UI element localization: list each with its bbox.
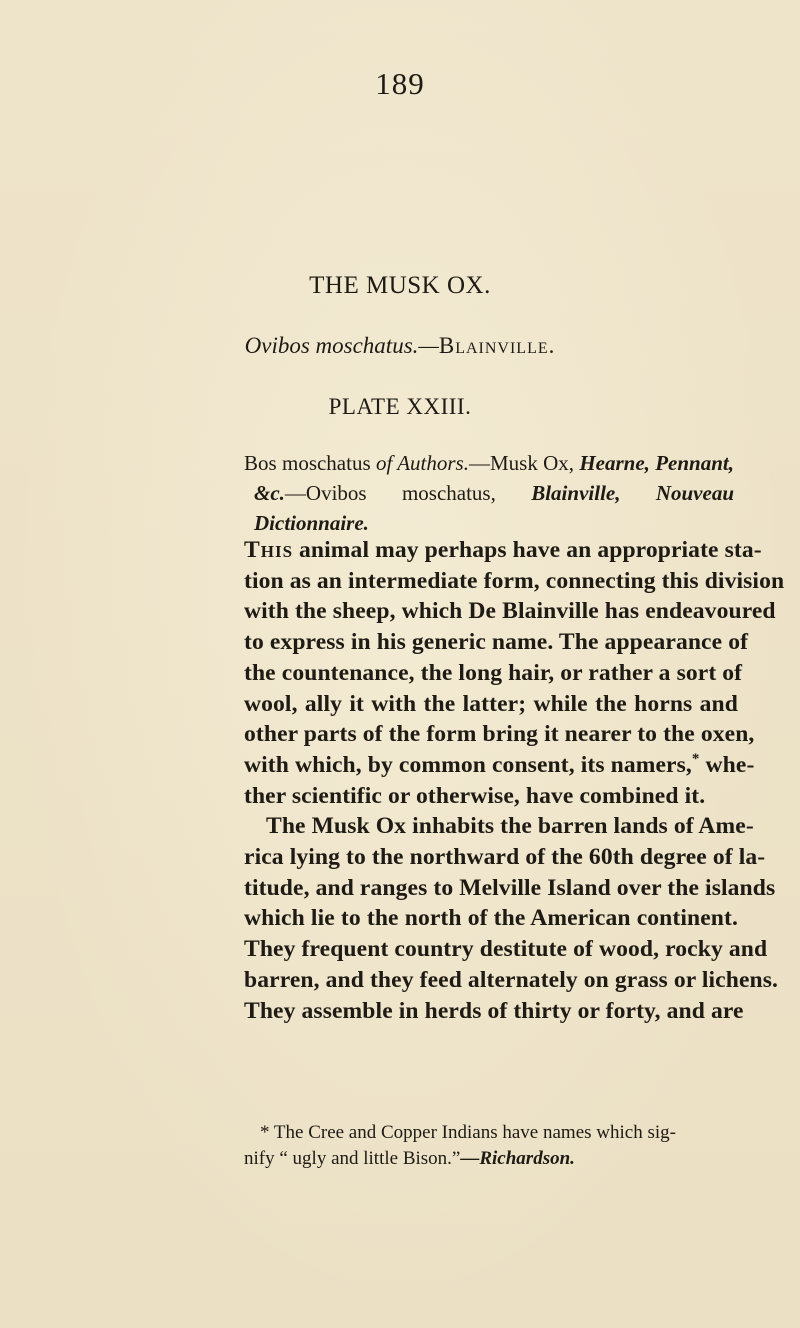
body-line-text: whe- bbox=[699, 751, 755, 778]
body-line-text: animal may perhaps have an appropriate sta- bbox=[293, 537, 762, 563]
body-line-text: with which, by common consent, its namers, bbox=[244, 751, 692, 778]
scientific-name: Ovibos moschatus. bbox=[244, 333, 419, 358]
page-number: 189 bbox=[375, 66, 425, 101]
body-line: barren, and they feed alternately on grass or lichens. bbox=[244, 966, 779, 993]
body-line: with the sheep, which De Blainville has endeavoured bbox=[244, 598, 776, 625]
footnote-line bbox=[244, 1120, 738, 1146]
body-line: The Musk Ox inhabits the barren lands of Ame- bbox=[266, 813, 754, 840]
synonymy-block bbox=[244, 448, 734, 538]
synonymy-text: Bos moschatus bbox=[244, 451, 376, 475]
synonymy-text: of Authors. bbox=[375, 451, 469, 475]
synonymy-text: Blainville, Nouveau Dictionnaire. bbox=[254, 481, 734, 535]
body-line: to express in his generic name. The appearance of bbox=[244, 629, 749, 656]
scientific-name-line bbox=[0, 333, 800, 359]
body-line: wool, ally it with the latter; while the horns and bbox=[244, 690, 738, 717]
synonymy-text: —Musk Ox, bbox=[468, 451, 580, 475]
body-line: tion as an intermediate form, connecting this division bbox=[244, 567, 785, 594]
body-line: which lie to the north of the American continent. bbox=[244, 905, 738, 932]
body-line: ther scientific or otherwise, have combined it. bbox=[244, 782, 706, 809]
body-line bbox=[244, 535, 762, 566]
plate-heading: PLATE XXIII. bbox=[328, 394, 472, 419]
footnote-text: The Cree and Copper Indians have names which sig- bbox=[269, 1122, 676, 1143]
body-line: other parts of the form bring it nearer to the oxen, bbox=[244, 721, 755, 748]
body-line: They assemble in herds of thirty or forty, and are bbox=[244, 997, 744, 1024]
body-line: rica lying to the northward of the 60th degree of la- bbox=[244, 844, 766, 871]
author-name: Blainville. bbox=[438, 333, 556, 358]
footnote-line bbox=[244, 1146, 738, 1172]
footnote-citation: —Richardson. bbox=[460, 1148, 575, 1169]
synonymy-line-2 bbox=[244, 478, 734, 538]
footnote-reference: * bbox=[691, 751, 700, 768]
synonymy-text: —Ovibos moschatus, bbox=[284, 481, 532, 505]
body-line: They frequent country destitute of wood, rocky and bbox=[244, 936, 768, 963]
body-line bbox=[244, 750, 755, 781]
footnote bbox=[244, 1120, 738, 1172]
body-paragraphs bbox=[244, 535, 785, 1026]
body-line: titude, and ranges to Melville Island over the islands bbox=[244, 874, 776, 901]
subtitle-dash: — bbox=[418, 333, 439, 358]
first-word: This bbox=[244, 537, 294, 563]
body-line: the countenance, the long hair, or rather a sort of bbox=[244, 659, 743, 686]
footnote-mark: * bbox=[260, 1122, 270, 1143]
footnote-text: nify “ ugly and little Bison.” bbox=[244, 1148, 461, 1169]
synonymy-text: &c. bbox=[254, 481, 285, 505]
chapter-title: THE MUSK OX. bbox=[309, 272, 491, 299]
synonymy-text: Hearne, Pennant, bbox=[579, 451, 734, 475]
